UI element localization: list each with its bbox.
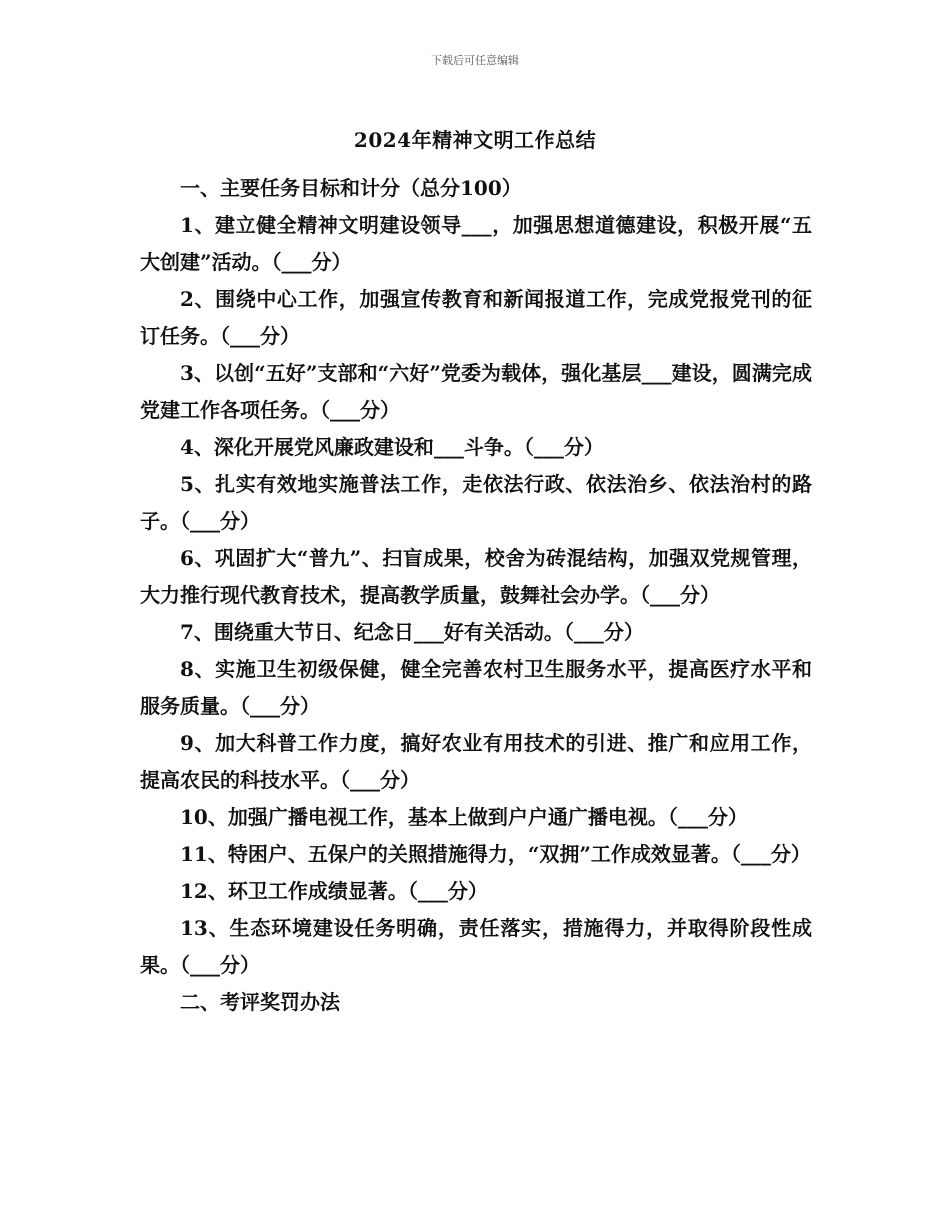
section-heading-tasks: 一、主要任务目标和计分（总分100） [180,176,522,200]
task-item-6: 6、巩固扩大“普九”、扫盲成果，校舍为砖混结构，加强双党规管理，大力推行现代教育技术，提高教学质量，鼓舞社会办学。（___分） [140,546,812,607]
task-item-3: 3、以创“五好”支部和“六好”党委为载体，强化基层___建设，圆满完成党建工作各项任务。（___分） [140,361,812,422]
task-item-1: 1、建立健全精神文明建设领导___，加强思想道德建设，积极开展“五大创建”活动。（___分） [140,213,812,274]
header-note: 下载后可任意编辑 [431,54,519,67]
task-item-7: 7、围绕重大节日、纪念日___好有关活动。（___分） [180,620,644,644]
task-item-11: 11、特困户、五保户的关照措施得力，“双拥”工作成效显著。（___分） [180,842,811,866]
task-item-5: 5、扎实有效地实施普法工作，走依法行政、依法治乡、依法治村的路子。（___分） [140,472,812,533]
task-item-9: 9、加大科普工作力度，搞好农业有用技术的引进、推广和应用工作，提高农民的科技水平。（___分） [140,731,812,792]
task-item-13: 13、生态环境建设任务明确，责任落实，措施得力，并取得阶段性成果。（___分） [140,916,812,977]
task-item-8: 8、实施卫生初级保健，健全完善农村卫生服务水平，提高医疗水平和服务质量。（___分） [140,657,812,718]
document-title: 2024年精神文明工作总结 [353,128,597,152]
task-item-2: 2、围绕中心工作，加强宣传教育和新闻报道工作，完成党报党刊的征订任务。（___分） [140,287,812,348]
task-item-10: 10、加强广播电视工作，基本上做到户户通广播电视。（___分） [180,805,748,829]
task-item-12: 12、环卫工作成绩显著。（___分） [180,879,488,903]
document-body [140,170,812,1021]
task-item-4: 4、深化开展党风廉政建设和___斗争。（___分） [180,435,604,459]
section-heading-evaluation: 二、考评奖罚办法 [180,990,340,1014]
